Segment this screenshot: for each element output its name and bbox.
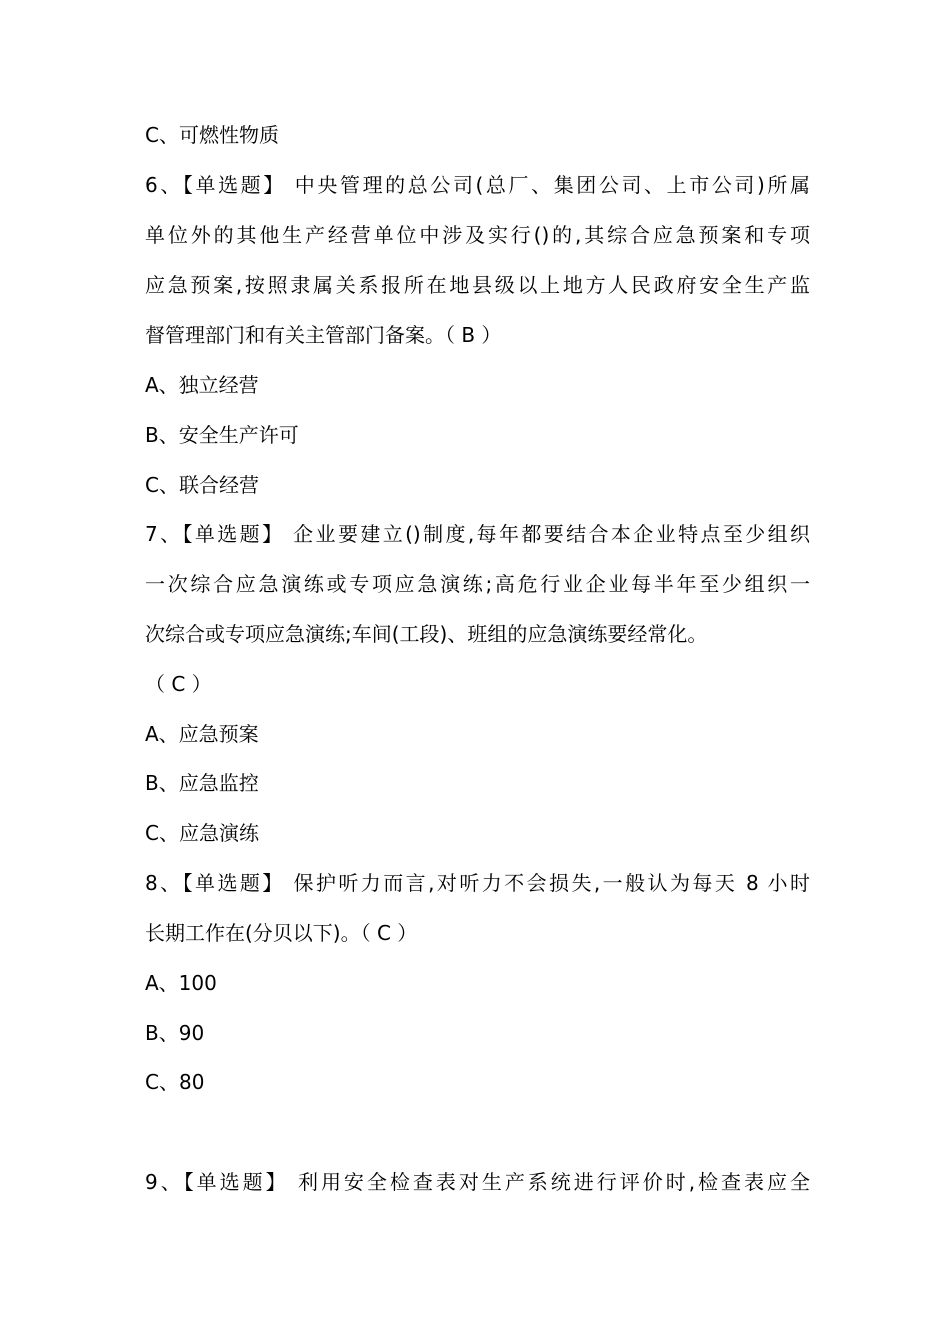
q7-option-c: C、应急演练	[145, 821, 259, 845]
q6-option-c: C、联合经营	[145, 473, 259, 497]
q7-stem-line-3: 次综合或专项应急演练;车间(工段)、班组的应急演练要经常化。	[145, 622, 708, 646]
q6-stem-line-3: 应急预案,按照隶属关系报所在地县级以上地方人民政府安全生产监	[145, 273, 810, 297]
q6-stem-line-4: 督管理部门和有关主管部门备案。（ B ）	[145, 323, 502, 347]
q6-option-a: A、独立经营	[145, 373, 259, 397]
q8-stem-line-2: 长期工作在(分贝以下)。（ C ）	[145, 921, 418, 945]
q5-option-c: C、可燃性物质	[145, 123, 279, 147]
q8-stem-line-1: 8、【单选题】 保护听力而言,对听力不会损失,一般认为每天 8 小时	[145, 871, 810, 895]
q6-option-b: B、安全生产许可	[145, 423, 299, 447]
q7-option-a: A、应急预案	[145, 722, 259, 746]
q6-stem-line-1: 6、【单选题】 中央管理的总公司(总厂、集团公司、上市公司)所属	[145, 173, 810, 197]
q7-stem-line-1: 7、【单选题】 企业要建立()制度,每年都要结合本企业特点至少组织	[145, 522, 810, 546]
q7-stem-line-2: 一次综合应急演练或专项应急演练;高危行业企业每半年至少组织一	[145, 572, 810, 596]
q7-option-b: B、应急监控	[145, 771, 259, 795]
q8-option-a: A、100	[145, 971, 217, 995]
q9-stem-line-1: 9、【单选题】 利用安全检查表对生产系统进行评价时,检查表应全	[145, 1170, 810, 1194]
q7-answer: （ C ）	[145, 672, 212, 696]
q8-option-b: B、90	[145, 1021, 205, 1045]
q8-option-c: C、80	[145, 1070, 205, 1094]
q6-stem-line-2: 单位外的其他生产经营单位中涉及实行()的,其综合应急预案和专项	[145, 223, 810, 247]
